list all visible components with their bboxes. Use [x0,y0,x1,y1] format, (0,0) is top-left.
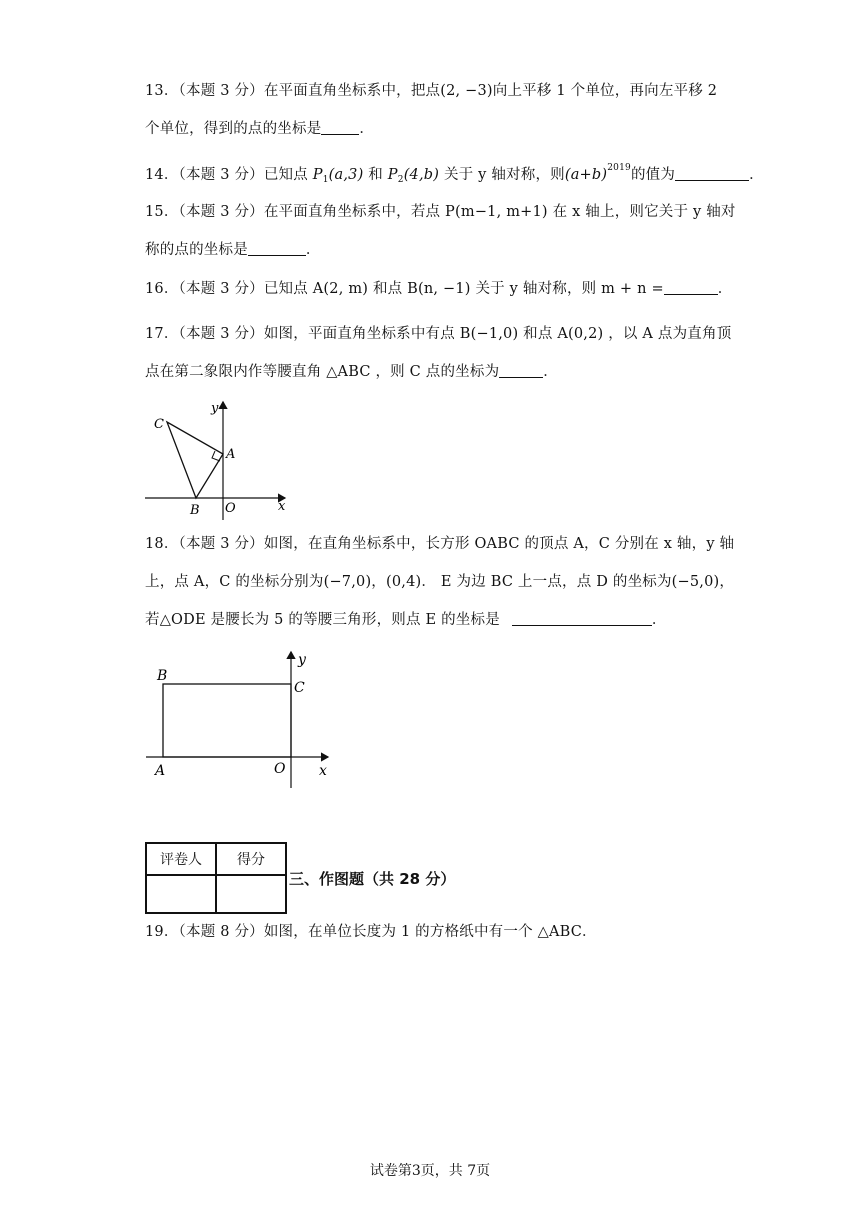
question-17-text: 点在第二象限内作等腰直角 △ABC ，则 C 点的坐标为 [145,364,500,380]
expression: (a+b) [564,167,608,183]
label-b: B [157,668,168,684]
question-16-text: 16．（本题 3 分）已知点 A(2, m) 和点 B(n, −1) 关于 y 轴对称，则 m + n = [145,281,664,297]
question-17-line-1: 17．（本题 3 分）如图，平面直角坐标系中有点 B(−1,0) 和点 A(0,2) ，以 A 点为直角顶 [145,326,732,342]
label-y: y [298,652,306,668]
question-13-text: 个单位，得到的点的坐标是 [145,121,322,137]
score-header: 得分 [216,843,286,875]
label-o: O [225,501,236,516]
question-13 [145,72,718,148]
point-p2-subscript: 2 [397,175,404,185]
question-17-end: ． [543,364,558,380]
question-17-line-2 [145,353,715,391]
page-footer: 试卷第3页，共 7页 [369,1163,491,1179]
right-angle-mark [212,451,220,461]
question-18-line-3 [145,601,715,639]
figure-17 [140,392,300,527]
question-19-line-1: 19．（本题 8 分）如图，在单位长度为 1 的方格纸中有一个 △ABC． [145,924,597,940]
question-13-end: ． [359,121,375,137]
question-14-end: ． [749,167,764,183]
point-p1-subscript: 1 [322,175,329,185]
question-14 [145,149,764,199]
label-o: O [274,761,286,777]
rectangle-oabc [163,684,291,757]
question-19 [145,913,715,951]
label-c: C [154,417,164,432]
point-p1: P [312,167,323,183]
question-16 [145,270,733,308]
answer-blank [664,276,718,295]
answer-blank [512,607,652,626]
question-18-text: 若△ODE 是腰长为 5 的等腰三角形，则点 E 的坐标是 [145,612,500,628]
label-b: B [190,503,200,518]
label-y: y [211,401,219,416]
label-x: x [278,499,286,514]
question-15-end: ． [305,242,321,258]
label-x: x [319,763,327,779]
question-13-line-2 [145,110,715,148]
score-table [145,842,287,914]
question-14-text-3: 的值为 [630,167,676,183]
question-15-text: 称的点的坐标是 [145,242,248,258]
question-14-text-2: 关于 y 轴对称，则 [439,167,565,183]
label-a: A [226,447,236,462]
question-14-text-1: 14．（本题 3 分）已知点 [145,167,313,183]
point-p2-args: (4,b) [403,167,440,183]
question-17 [145,315,732,391]
section-title: 三、作图题（共 28 分） [289,870,456,888]
grader-header: 评卷人 [146,843,216,875]
question-15 [145,193,736,269]
score-cell[interactable] [216,875,286,913]
question-18-end: ． [651,612,667,628]
question-16-line-1 [145,270,733,308]
answer-blank [321,116,359,135]
question-14-line-1 [145,149,764,199]
question-13-line-1: 13．（本题 3 分）在平面直角坐标系中，把点(2, −3)向上平移 1 个单位，再向左平移 2 [145,83,718,99]
exponent: 2019 [607,163,631,173]
answer-blank [675,162,749,181]
question-14-mid: 和 [363,167,388,183]
figure-18 [140,646,340,791]
question-15-line-2 [145,231,715,269]
triangle-abc [167,422,223,498]
question-18-line-2: 上，点 A，C 的坐标分别为(−7,0)，(0,4)． E 为边 BC 上一点，点 D 的坐标为(−5,0)， [145,574,735,590]
point-p1-args: (a,3) [328,167,364,183]
question-15-line-1: 15．（本题 3 分）在平面直角坐标系中，若点 P(m−1, m+1) 在 x 轴上，则它关于 y 轴对 [145,204,736,220]
answer-blank [248,237,306,256]
question-18 [145,525,735,639]
grader-cell[interactable] [146,875,216,913]
point-p2: P [387,167,398,183]
question-18-line-1: 18．（本题 3 分）如图，在直角坐标系中，长方形 OABC 的顶点 A，C 分别在 x 轴，y 轴 [145,536,735,552]
question-16-end: ． [717,281,733,297]
label-a: A [155,763,166,779]
answer-blank [499,359,543,378]
label-c: C [294,680,305,696]
